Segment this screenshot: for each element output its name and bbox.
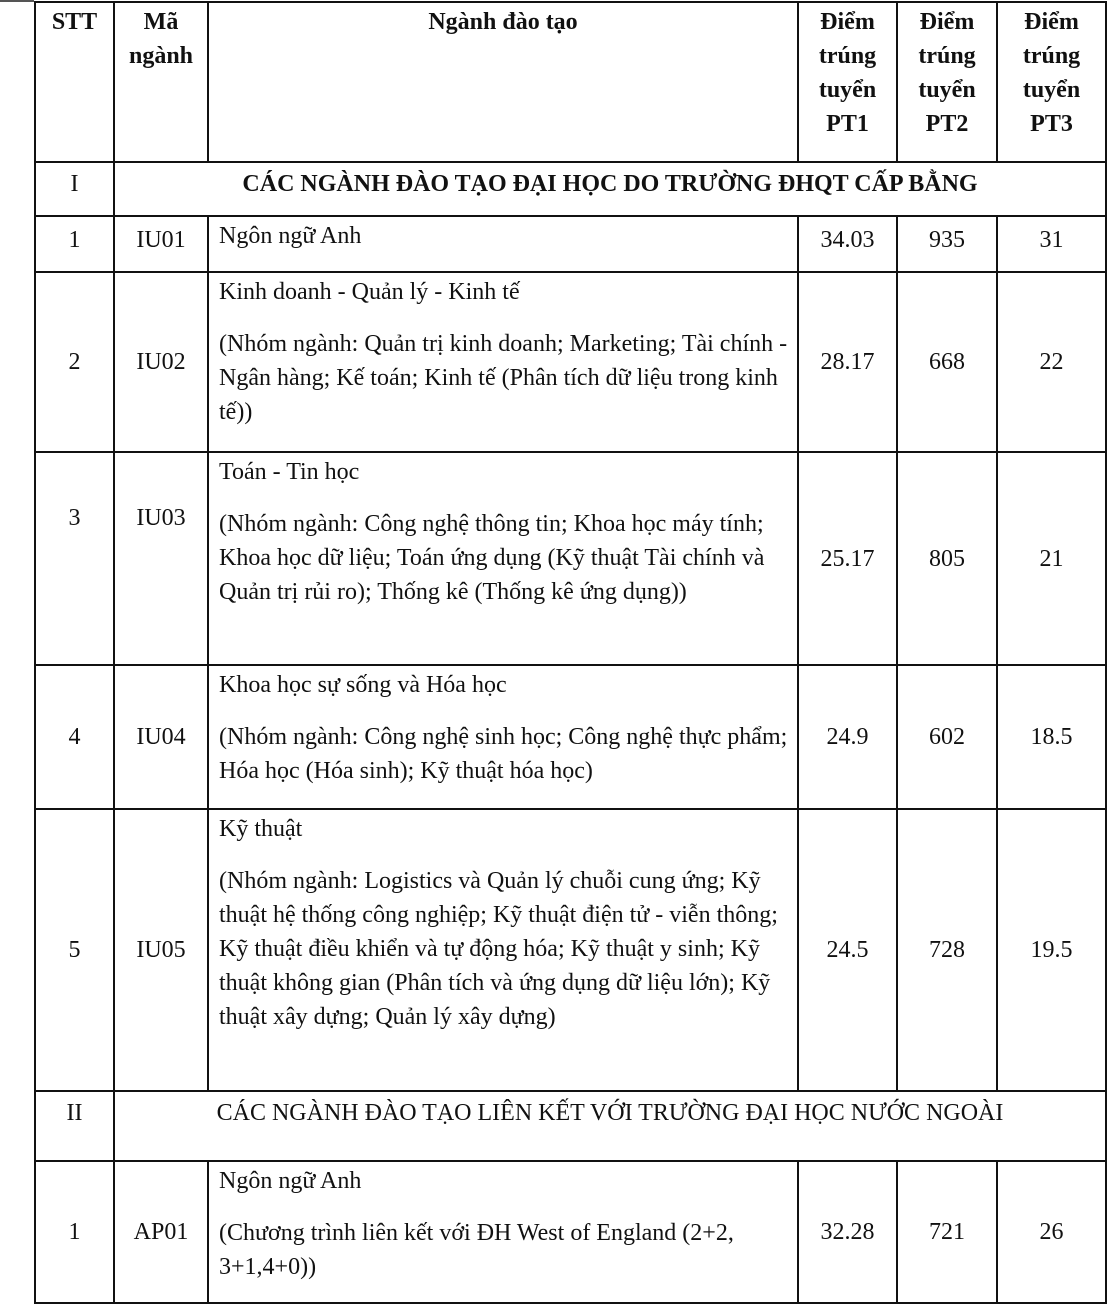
row-stt: 5 [35, 809, 114, 1091]
section-title: CÁC NGÀNH ĐÀO TẠO LIÊN KẾT VỚI TRƯỜNG ĐẠI HỌC NƯỚC NGOÀI [114, 1091, 1106, 1161]
row-pt2: 721 [897, 1161, 997, 1303]
table-row [35, 452, 1106, 665]
row-stt: 1 [35, 216, 114, 272]
major-detail: (Nhóm ngành: Logistics và Quản lý chuỗi cung ứng; Kỹ thuật hệ thống công nghiệp; Kỹ thuật điện tử - viễn thông; Kỹ thuật điều khiển và tự động hóa; Kỹ thuật y sinh; Kỹ thuật không gian (Phân tích và ứng dụng dữ liệu lớn); Kỹ thuật xây dựng; Quản lý xây dựng) [219, 868, 778, 1030]
table-row [35, 809, 1106, 1091]
major-detail: (Nhóm ngành: Quản trị kinh doanh; Marketing; Tài chính - Ngân hàng; Kế toán; Kinh tế (Phân tích dữ liệu trong kinh tế)) [219, 331, 788, 425]
row-pt1: 24.9 [798, 665, 897, 809]
row-pt2: 728 [897, 809, 997, 1091]
row-pt3: 22 [997, 272, 1106, 452]
row-major [208, 665, 798, 809]
major-title: Ngôn ngữ Anh [219, 1168, 362, 1194]
row-code: AP01 [114, 1161, 208, 1303]
row-stt: 1 [35, 1161, 114, 1303]
row-code: IU03 [114, 452, 208, 665]
row-pt2: 602 [897, 665, 997, 809]
header-pt1: Điểm trúng tuyển PT1 [798, 2, 897, 162]
table-row [35, 216, 1106, 272]
major-detail: (Chương trình liên kết với ĐH West of England (2+2, 3+1,4+0)) [219, 1220, 734, 1280]
row-major [208, 1161, 798, 1303]
row-pt1: 25.17 [798, 452, 897, 665]
section-numeral: I [35, 162, 114, 216]
section-row-2 [35, 1091, 1106, 1161]
row-code: IU01 [114, 216, 208, 272]
row-pt3: 19.5 [997, 809, 1106, 1091]
row-stt: 4 [35, 665, 114, 809]
row-pt1: 24.5 [798, 809, 897, 1091]
row-pt3: 26 [997, 1161, 1106, 1303]
row-major [208, 272, 798, 452]
section-row-1 [35, 162, 1106, 216]
header-ma-nganh: Mã ngành [114, 2, 208, 162]
row-stt: 3 [35, 452, 114, 665]
header-nganh-dao-tao: Ngành đào tạo [208, 2, 798, 162]
section-title: CÁC NGÀNH ĐÀO TẠO ĐẠI HỌC DO TRƯỜNG ĐHQT CẤP BẰNG [114, 162, 1106, 216]
row-pt1: 28.17 [798, 272, 897, 452]
admission-score-table [34, 1, 1107, 1304]
row-pt2: 805 [897, 452, 997, 665]
row-major [208, 452, 798, 665]
row-pt2: 935 [897, 216, 997, 272]
section-numeral: II [35, 1091, 114, 1161]
major-title: Ngôn ngữ Anh [219, 223, 362, 249]
row-major [208, 809, 798, 1091]
row-pt1: 34.03 [798, 216, 897, 272]
page-edge-line [0, 0, 34, 2]
major-title: Kinh doanh - Quản lý - Kinh tế [219, 279, 520, 305]
header-pt2: Điểm trúng tuyển PT2 [897, 2, 997, 162]
row-major [208, 216, 798, 272]
row-pt3: 31 [997, 216, 1106, 272]
row-pt2: 668 [897, 272, 997, 452]
row-pt1: 32.28 [798, 1161, 897, 1303]
header-stt: STT [35, 2, 114, 162]
header-pt3: Điểm trúng tuyển PT3 [997, 2, 1106, 162]
row-stt: 2 [35, 272, 114, 452]
major-title: Khoa học sự sống và Hóa học [219, 672, 507, 698]
row-code: IU05 [114, 809, 208, 1091]
table-row [35, 665, 1106, 809]
row-pt3: 18.5 [997, 665, 1106, 809]
header-row [35, 2, 1106, 162]
row-code: IU04 [114, 665, 208, 809]
table-row [35, 1161, 1106, 1303]
major-title: Toán - Tin học [219, 459, 360, 485]
row-code: IU02 [114, 272, 208, 452]
major-title: Kỹ thuật [219, 816, 303, 842]
table-row [35, 272, 1106, 452]
major-detail: (Nhóm ngành: Công nghệ thông tin; Khoa học máy tính; Khoa học dữ liệu; Toán ứng dụng (Kỹ thuật Tài chính và Quản trị rủi ro); Thống kê (Thống kê ứng dụng)) [219, 511, 765, 605]
row-pt3: 21 [997, 452, 1106, 665]
major-detail: (Nhóm ngành: Công nghệ sinh học; Công nghệ thực phẩm; Hóa học (Hóa sinh); Kỹ thuật hóa học) [219, 724, 788, 784]
